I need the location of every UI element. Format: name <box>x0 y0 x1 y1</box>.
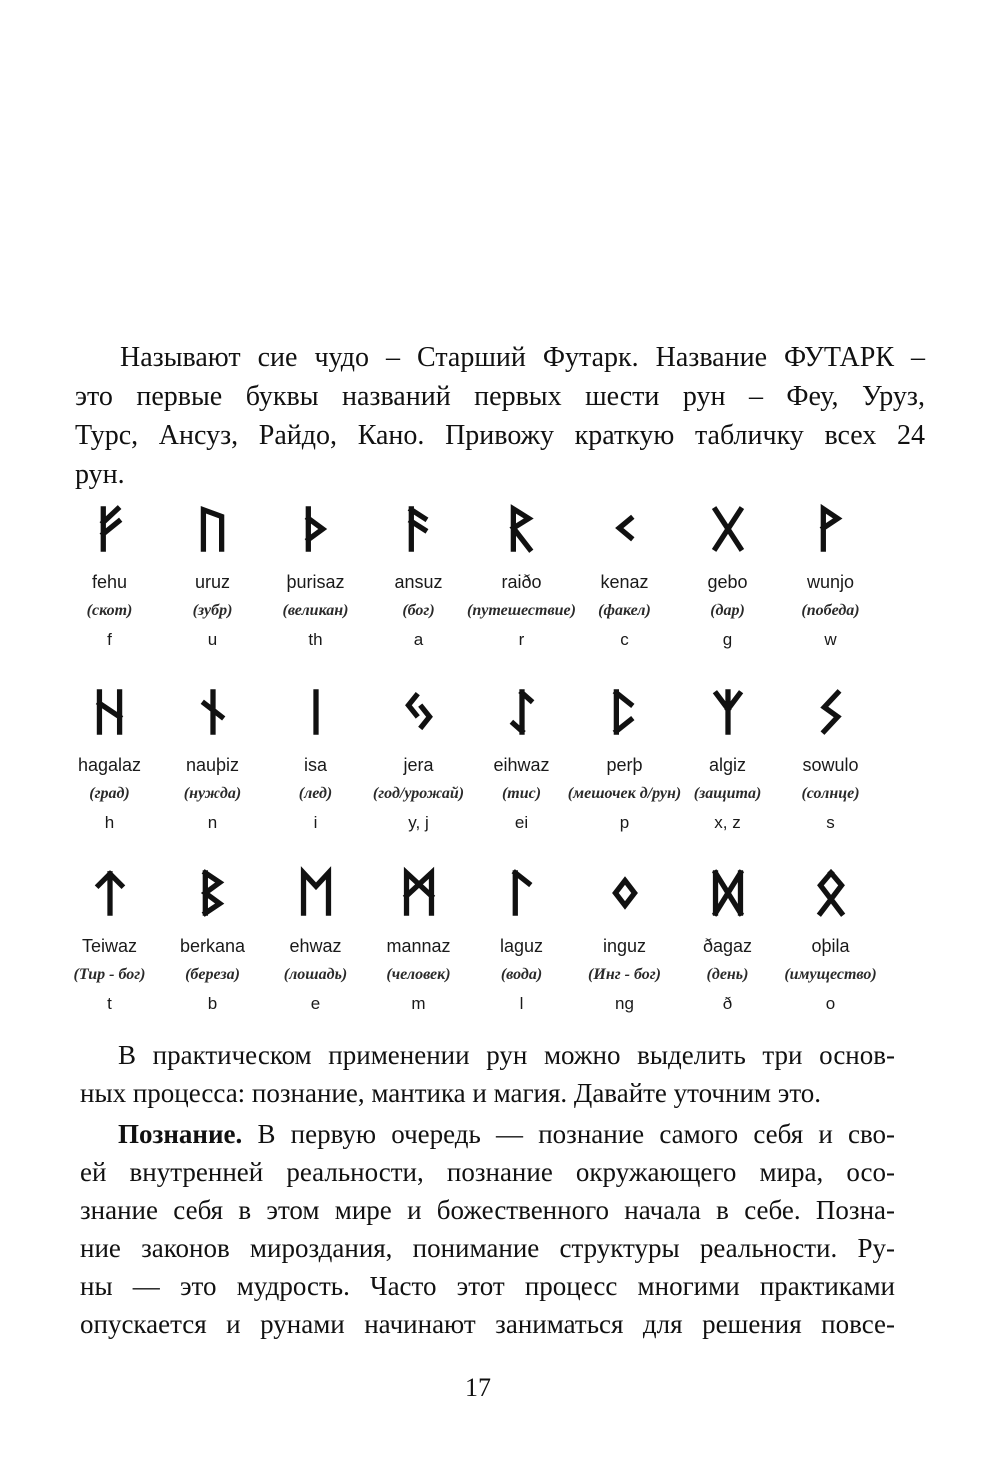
fehu-rune-glyph <box>103 509 118 549</box>
rune-translation: (факел) <box>598 602 651 619</box>
text-line-rest: В первую очередь — познание самого себя и сво- <box>257 1119 896 1149</box>
rune-letter: x, z <box>714 813 741 832</box>
rune-name: uruz <box>194 572 230 592</box>
text-line: знание себя в этом мире и божественного начала в себе. Позна- <box>80 1195 895 1225</box>
rune-cell-isa <box>264 683 367 843</box>
rune-cell-mannaz <box>367 864 470 1024</box>
uruz-rune-icon <box>193 505 233 553</box>
algiz-rune-icon <box>708 688 748 736</box>
rune-translation: (лошадь) <box>283 966 348 983</box>
kenaz-rune-glyph <box>619 518 631 537</box>
rune-cell-tiwaz <box>58 864 161 1024</box>
laguz-rune-glyph <box>515 873 528 913</box>
rune-letter: a <box>413 630 424 649</box>
berkana-rune-icon <box>193 869 233 917</box>
rune-cell-othala <box>779 864 882 1024</box>
rune-table <box>58 500 882 1030</box>
rune-name: perþ <box>606 755 643 775</box>
naudiz-rune-icon <box>193 688 233 736</box>
rune-translation: (год/урожай) <box>372 785 465 802</box>
perthro-rune-icon <box>605 688 645 736</box>
wunjo-rune-icon <box>811 505 851 553</box>
rune-translation: (град) <box>89 785 130 802</box>
text-line: рун. <box>75 459 125 490</box>
rune-cell-thurisaz <box>264 500 367 660</box>
rune-translation: (великан) <box>282 602 349 619</box>
mannaz-rune-glyph <box>406 873 431 913</box>
rune-name: wunjo <box>806 572 855 592</box>
jera-rune-glyph <box>408 696 429 727</box>
rune-translation: (лед) <box>298 785 333 802</box>
rune-letter: ng <box>615 994 634 1013</box>
sowilo-rune-glyph <box>824 693 837 731</box>
rune-translation: (вода) <box>500 966 543 983</box>
rune-cell-kenaz <box>573 500 676 660</box>
tiwaz-rune-icon <box>90 869 130 917</box>
rune-cell-gebo <box>676 500 779 660</box>
rune-cell-ansuz <box>367 500 470 660</box>
rune-translation: (Инг - бог) <box>588 966 661 983</box>
eihwaz-rune-glyph <box>513 692 530 732</box>
page-number: 17 <box>465 1373 491 1402</box>
rune-name: Teiwaz <box>81 936 138 956</box>
rune-cell-sowilo <box>779 683 882 843</box>
rune-cell-raido <box>467 500 576 660</box>
rune-cell-perthro <box>567 683 682 843</box>
dagaz-rune-icon <box>708 869 748 917</box>
text-line: Турс, Ансуз, Райдо, Кано. Привожу краткую табличку всех 24 <box>75 420 925 451</box>
rune-name: algiz <box>708 755 747 775</box>
rune-cell-eihwaz <box>470 683 573 843</box>
rune-letter: r <box>518 630 525 649</box>
othala-rune-glyph <box>820 873 841 913</box>
rune-translation: (нужда) <box>183 785 242 802</box>
ansuz-rune-icon <box>399 505 439 553</box>
text-line: ей внутренней реальности, познание окружающего мира, осо- <box>80 1157 895 1187</box>
rune-letter: l <box>519 994 524 1013</box>
rune-translation: (береза) <box>185 966 240 983</box>
rune-letter: g <box>722 630 733 649</box>
rune-name: eihwaz <box>493 755 550 775</box>
rune-name: kenaz <box>600 572 649 592</box>
rune-name: sowulo <box>802 755 859 775</box>
rune-cell-dagaz <box>676 864 779 1024</box>
rune-translation: (мешочек д/рун) <box>567 785 682 802</box>
hagalaz-rune-icon <box>90 688 130 736</box>
jera-rune-icon <box>399 688 439 736</box>
rune-cell-berkana <box>161 864 264 1024</box>
text-line: ние законов мироздания, понимание структуры реальности. Ру- <box>80 1233 895 1263</box>
text-line: ных процесса: познание, мантика и магия. Давайте уточним это. <box>80 1078 822 1108</box>
text-line: опускается и рунами начинают заниматься для решения повсе- <box>80 1309 895 1339</box>
rune-letter: i <box>313 813 318 832</box>
rune-letter: m <box>411 994 426 1013</box>
naudiz-rune-glyph <box>204 692 221 732</box>
rune-translation: (защита) <box>693 785 762 802</box>
rune-translation: (человек) <box>386 966 451 983</box>
rune-translation: (скот) <box>86 602 133 619</box>
rune-letter: n <box>207 813 218 832</box>
rune-name: ðagaz <box>702 936 753 956</box>
text-line: В практическом применении рун можно выделить три основ- <box>118 1040 895 1070</box>
uruz-rune-glyph <box>203 510 221 549</box>
algiz-rune-glyph <box>716 692 739 732</box>
rune-name: isa <box>303 755 327 775</box>
paragraph-lead: Познание. <box>118 1119 243 1149</box>
rune-letter: h <box>104 813 115 832</box>
kenaz-rune-icon <box>605 505 645 553</box>
rune-translation: (день) <box>706 966 749 983</box>
rune-letter: o <box>825 994 836 1013</box>
rune-letter: y, j <box>408 813 429 832</box>
mannaz-rune-icon <box>399 869 439 917</box>
isa-rune-icon <box>296 688 336 736</box>
rune-letter: s <box>826 813 835 832</box>
rune-translation: (дар) <box>710 602 745 619</box>
rune-name: berkana <box>179 936 246 956</box>
rune-cell-uruz <box>161 500 264 660</box>
rune-cell-fehu <box>58 500 161 660</box>
cognition-paragraph <box>80 1115 895 1343</box>
inguz-rune-icon <box>605 869 645 917</box>
rune-letter: b <box>207 994 218 1013</box>
rune-name: nauþiz <box>185 755 240 775</box>
hagalaz-rune-glyph <box>99 692 119 732</box>
eihwaz-rune-icon <box>502 688 542 736</box>
rune-cell-algiz <box>676 683 779 843</box>
rune-cell-naudiz <box>161 683 264 843</box>
intro-paragraph <box>75 338 925 494</box>
rune-cell-inguz <box>573 864 676 1024</box>
rune-letter: e <box>310 994 321 1013</box>
rune-letter: p <box>619 813 630 832</box>
text-line: это первые буквы названий первых шести рун – Феу, Уруз, <box>75 381 925 412</box>
rune-cell-ehwaz <box>264 864 367 1024</box>
rune-letter: ei <box>514 813 529 832</box>
rune-cell-laguz <box>470 864 573 1024</box>
thurisaz-rune-glyph <box>308 509 322 549</box>
rune-letter: t <box>107 994 112 1013</box>
raido-rune-icon <box>502 505 542 553</box>
rune-name: hagalaz <box>77 755 142 775</box>
laguz-rune-icon <box>502 869 542 917</box>
berkana-rune-glyph <box>205 873 219 913</box>
rune-letter: ð <box>722 994 733 1013</box>
rune-name: oþila <box>811 936 850 956</box>
rune-cell-hagalaz <box>58 683 161 843</box>
text-line <box>80 1115 895 1153</box>
rune-letter: c <box>620 630 629 649</box>
tiwaz-rune-glyph <box>98 874 121 913</box>
rune-translation: (путешествие) <box>467 602 576 619</box>
rune-letter: u <box>207 630 218 649</box>
text-line: Называют сие чудо – Старший Футарк. Название ФУТАРК – <box>120 342 925 373</box>
rune-name: ehwaz <box>289 936 342 956</box>
othala-rune-icon <box>811 869 851 917</box>
gebo-rune-glyph <box>715 510 740 548</box>
gebo-rune-icon <box>708 505 748 553</box>
rune-name: jera <box>403 755 434 775</box>
rune-name: ansuz <box>394 572 443 592</box>
perthro-rune-glyph <box>616 692 630 732</box>
ansuz-rune-glyph <box>411 509 424 549</box>
rune-name: raiðo <box>501 572 542 592</box>
rune-name: gebo <box>707 572 748 592</box>
rune-translation: (имущество) <box>784 966 877 983</box>
dagaz-rune-glyph <box>715 873 740 913</box>
rune-letter: th <box>308 630 323 649</box>
rune-name: mannaz <box>386 936 451 956</box>
rune-translation: (Тир - бог) <box>73 966 146 983</box>
rune-cell-jera <box>367 683 470 843</box>
thurisaz-rune-icon <box>296 505 336 553</box>
rune-name: inguz <box>602 936 647 956</box>
rune-translation: (бог) <box>402 602 435 619</box>
rune-translation: (солнце) <box>801 785 860 802</box>
rune-translation: (зубр) <box>192 602 233 619</box>
ehwaz-rune-icon <box>296 869 336 917</box>
sowilo-rune-icon <box>811 688 851 736</box>
rune-name: þurisaz <box>286 572 345 592</box>
fehu-rune-icon <box>90 505 130 553</box>
rune-name: fehu <box>91 572 128 592</box>
ehwaz-rune-glyph <box>303 873 328 913</box>
rune-translation: (тис) <box>501 785 542 802</box>
raido-rune-glyph <box>513 509 529 549</box>
wunjo-rune-glyph <box>823 509 837 549</box>
rune-letter: f <box>107 630 112 649</box>
practice-paragraph <box>80 1036 895 1112</box>
rune-cell-wunjo <box>779 500 882 660</box>
inguz-rune-glyph <box>615 881 634 906</box>
text-line: ны — это мудрость. Часто этот процесс многими практиками <box>80 1271 895 1301</box>
rune-translation: (победа) <box>801 602 860 619</box>
rune-letter: w <box>824 630 837 649</box>
rune-name: laguz <box>499 936 544 956</box>
